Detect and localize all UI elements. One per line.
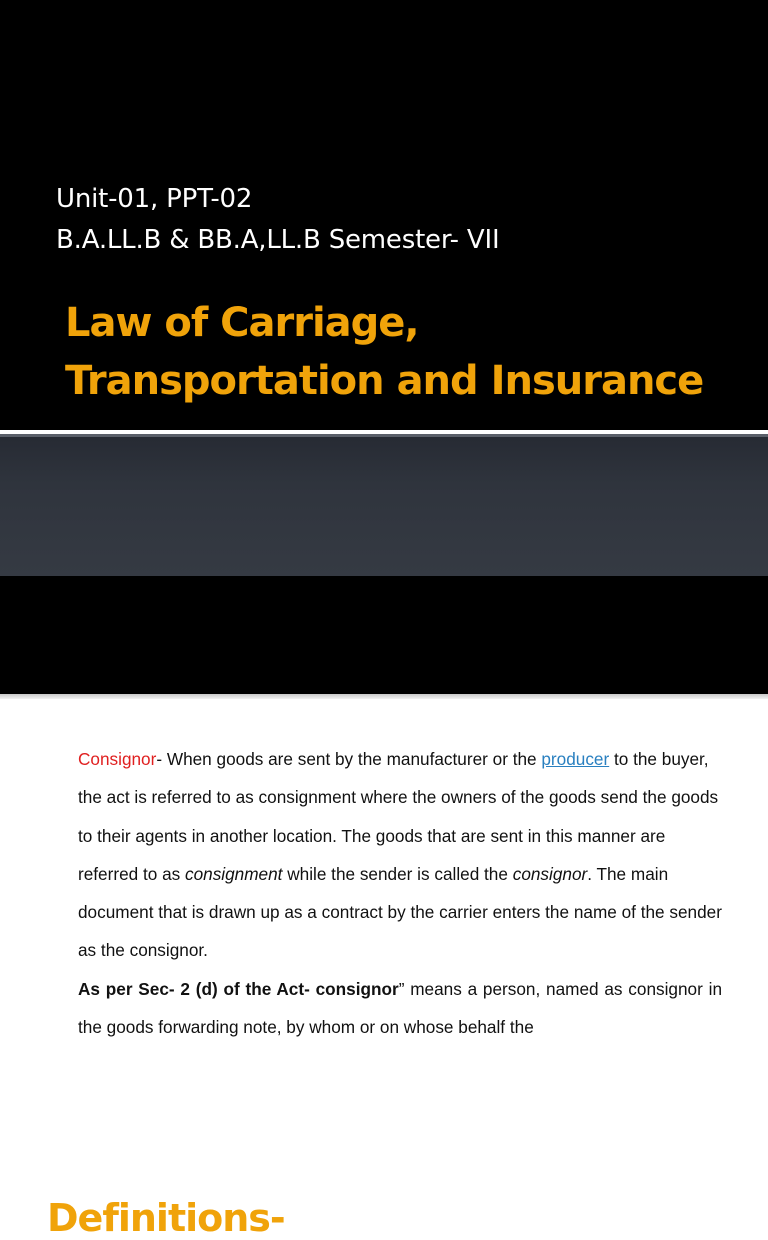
text-segment: . The main document that is drawn up as a contract by the carrier enters the name of the sender as the consignor. [78, 863, 722, 961]
document-body [78, 740, 722, 1046]
subtitle-unit: Unit-01, PPT-02 [56, 184, 253, 214]
subtitle-course: B.A.LL.B & BB.A,LL.B Semester- VII [56, 225, 500, 255]
section-paragraph [78, 970, 722, 1047]
title-slide [0, 0, 768, 430]
text-segment: to the buyer, the act is referred to as consignment where the owners of the goods send the goods to their agents in another location. The goods that are sent in this manner are referred to as [78, 749, 719, 884]
text-segment: while the sender is called the [282, 863, 513, 884]
consignor-paragraph [78, 740, 722, 970]
definitions-heading: Definitions- [47, 1196, 285, 1240]
title-line-1: Law of Carriage, [65, 300, 419, 346]
text-segment: ” means a person, named as consignor in the goods forwarding note, by whom or on whose behalf the [78, 978, 722, 1038]
producer-link[interactable]: producer [541, 749, 610, 769]
term-consignor: Consignor [78, 749, 157, 769]
title-line-2: Transportation and Insurance [65, 358, 704, 404]
slide-footer-band [0, 434, 768, 576]
section-reference: As per Sec- 2 (d) of the Act- consignor [78, 978, 399, 999]
italic-consignor: consignor [512, 863, 588, 884]
page-separator [0, 694, 768, 699]
italic-consignment: consignment [185, 863, 283, 884]
text-segment: - When goods are sent by the manufacturer or the [156, 749, 542, 769]
slide-title [65, 294, 703, 410]
